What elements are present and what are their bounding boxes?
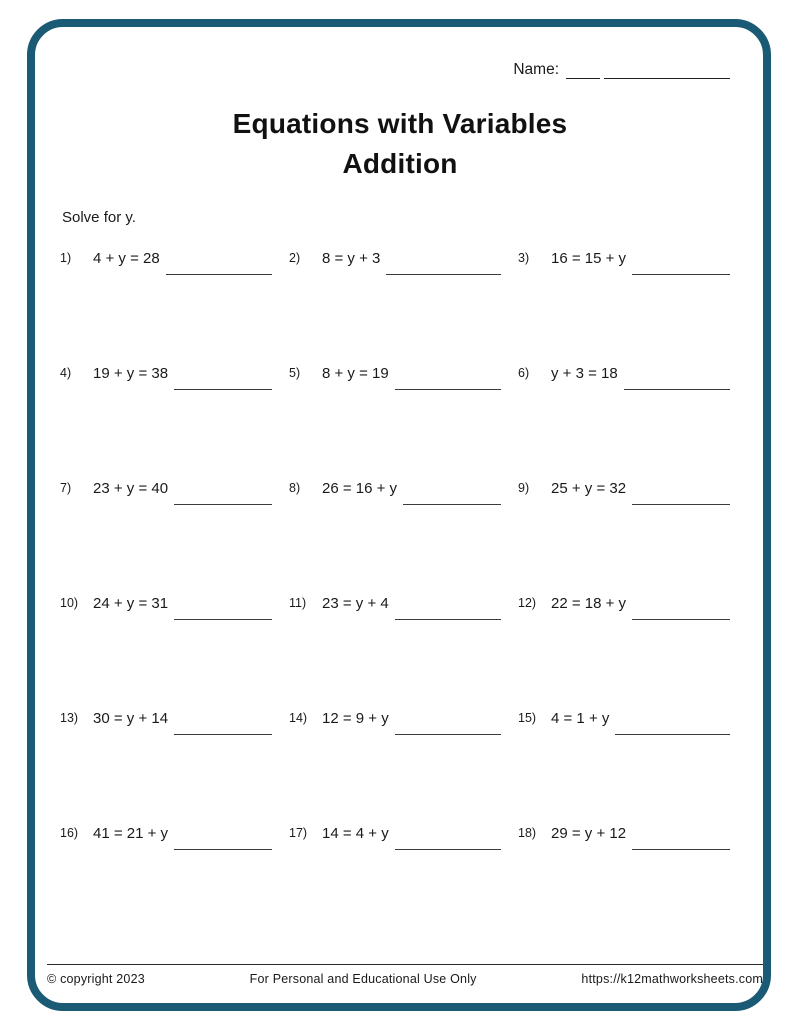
problem-4	[60, 365, 272, 480]
title-block	[0, 104, 800, 184]
problem-equation: 24 + y = 31	[93, 595, 169, 612]
problem-number: 18)	[518, 826, 537, 840]
problem-17	[289, 825, 501, 940]
problem-number: 2)	[289, 251, 301, 265]
instruction-text: Solve for y.	[62, 209, 136, 226]
problem-number: 4)	[60, 366, 72, 380]
problem-9	[518, 480, 730, 595]
problem-number: 13)	[60, 711, 79, 725]
answer-blank[interactable]	[174, 825, 272, 850]
problem-16	[60, 825, 272, 940]
footer-divider	[47, 964, 763, 965]
answer-blank[interactable]	[174, 365, 272, 390]
problem-equation: 4 + y = 28	[93, 250, 160, 267]
problem-2	[289, 250, 501, 365]
problem-8	[289, 480, 501, 595]
problem-number: 3)	[518, 251, 530, 265]
problem-number: 17)	[289, 826, 308, 840]
answer-blank[interactable]	[386, 250, 501, 275]
problem-10	[60, 595, 272, 710]
problem-number: 10)	[60, 596, 79, 610]
problem-13	[60, 710, 272, 825]
problem-12	[518, 595, 730, 710]
problem-equation: 12 = 9 + y	[322, 710, 389, 727]
answer-blank[interactable]	[632, 250, 730, 275]
problem-number: 9)	[518, 481, 530, 495]
answer-blank[interactable]	[395, 710, 501, 735]
answer-blank[interactable]	[615, 710, 730, 735]
problem-14	[289, 710, 501, 825]
problem-number: 8)	[289, 481, 301, 495]
problem-number: 15)	[518, 711, 537, 725]
problem-equation: 30 = y + 14	[93, 710, 169, 727]
answer-blank[interactable]	[395, 365, 501, 390]
problem-equation: y + 3 = 18	[551, 365, 618, 382]
name-label: Name:	[513, 61, 559, 78]
problem-equation: 14 = 4 + y	[322, 825, 389, 842]
problem-equation: 29 = y + 12	[551, 825, 627, 842]
answer-blank[interactable]	[632, 480, 730, 505]
problem-equation: 16 = 15 + y	[551, 250, 627, 267]
worksheet-subtitle: Addition	[342, 148, 458, 179]
problem-equation: 25 + y = 32	[551, 480, 627, 497]
problem-equation: 22 = 18 + y	[551, 595, 627, 612]
answer-blank[interactable]	[632, 825, 730, 850]
problem-equation: 41 = 21 + y	[93, 825, 169, 842]
problem-number: 14)	[289, 711, 308, 725]
problem-15	[518, 710, 730, 825]
footer-copyright: © copyright 2023	[47, 972, 145, 986]
answer-blank[interactable]	[166, 250, 272, 275]
name-blank[interactable]	[566, 61, 600, 79]
answer-blank[interactable]	[174, 480, 272, 505]
footer-usage: For Personal and Educational Use Only	[249, 972, 477, 986]
problem-equation: 8 = y + 3	[322, 250, 381, 267]
answer-blank[interactable]	[395, 825, 501, 850]
problem-equation: 19 + y = 38	[93, 365, 169, 382]
worksheet-title: Equations with Variables	[232, 108, 568, 139]
problems-grid	[60, 250, 730, 940]
answer-blank[interactable]	[395, 595, 501, 620]
problem-equation: 8 + y = 19	[322, 365, 389, 382]
problem-equation: 23 + y = 40	[93, 480, 169, 497]
problem-11	[289, 595, 501, 710]
problem-3	[518, 250, 730, 365]
answer-blank[interactable]	[624, 365, 730, 390]
problem-6	[518, 365, 730, 480]
problem-5	[289, 365, 501, 480]
problem-number: 11)	[289, 596, 307, 610]
problem-1	[60, 250, 272, 365]
problem-number: 12)	[518, 596, 537, 610]
footer	[47, 972, 763, 986]
problem-equation: 26 = 16 + y	[322, 480, 398, 497]
problem-number: 5)	[289, 366, 301, 380]
answer-blank[interactable]	[403, 480, 501, 505]
answer-blank[interactable]	[174, 710, 272, 735]
problem-number: 6)	[518, 366, 530, 380]
name-row	[0, 59, 730, 79]
answer-blank[interactable]	[632, 595, 730, 620]
problem-equation: 4 = 1 + y	[551, 710, 610, 727]
problem-7	[60, 480, 272, 595]
footer-url: https://k12mathworksheets.com	[581, 972, 763, 986]
problem-number: 7)	[60, 481, 72, 495]
problem-number: 1)	[60, 251, 72, 265]
answer-blank[interactable]	[174, 595, 272, 620]
problem-18	[518, 825, 730, 940]
problem-equation: 23 = y + 4	[322, 595, 389, 612]
problem-number: 16)	[60, 826, 79, 840]
name-blank[interactable]	[604, 61, 730, 79]
